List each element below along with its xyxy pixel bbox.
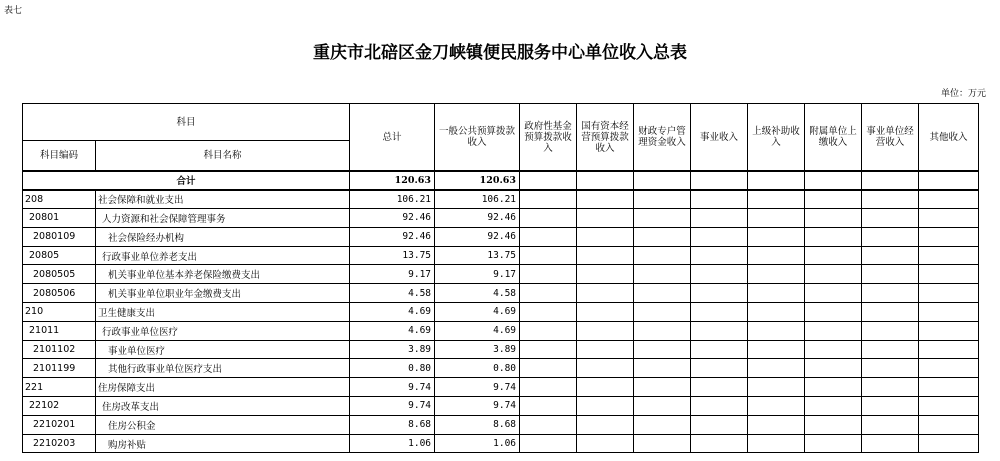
- row-total: 0.80: [350, 359, 435, 378]
- row-total: 106.21: [350, 190, 435, 209]
- row-name: 购房补贴: [96, 434, 350, 453]
- row-total: 8.68: [350, 415, 435, 434]
- row-general: 13.75: [435, 246, 520, 265]
- table-row: [23, 246, 979, 265]
- row-name: 人力资源和社会保障管理事务: [96, 209, 350, 228]
- row-name: 住房保障支出: [96, 378, 350, 397]
- row-code: 210: [23, 303, 96, 322]
- table-row: [23, 321, 979, 340]
- row-total: 13.75: [350, 246, 435, 265]
- row-code: 2210201: [23, 415, 96, 434]
- row-total: 9.74: [350, 397, 435, 416]
- row-general: 0.80: [435, 359, 520, 378]
- table-row: [23, 359, 979, 378]
- row-code: 2080505: [23, 265, 96, 284]
- row-total: 4.69: [350, 321, 435, 340]
- row-total: 9.17: [350, 265, 435, 284]
- table-row: [23, 397, 979, 416]
- header-gov-fund: 政府性基金预算拨款收入: [520, 104, 577, 172]
- header-other-income: 其他收入: [919, 104, 979, 172]
- row-name: 卫生健康支出: [96, 303, 350, 322]
- table-row: [23, 303, 979, 322]
- table-row: [23, 340, 979, 359]
- row-code: 20801: [23, 209, 96, 228]
- table-row: [23, 284, 979, 303]
- row-general: 9.74: [435, 378, 520, 397]
- table-row: [23, 434, 979, 453]
- row-code: 208: [23, 190, 96, 209]
- header-superior-subsidy: 上级补助收入: [748, 104, 805, 172]
- table-number-tag: 表七: [4, 6, 23, 16]
- table-row: [23, 415, 979, 434]
- header-total: 总计: [350, 104, 435, 172]
- row-name: 其他行政事业单位医疗支出: [96, 359, 350, 378]
- row-code: 20805: [23, 246, 96, 265]
- row-name: 社会保障和就业支出: [96, 190, 350, 209]
- row-name: 机关事业单位职业年金缴费支出: [96, 284, 350, 303]
- header-business-income: 事业收入: [691, 104, 748, 172]
- header-state-capital: 国有资本经营预算拨款收入: [577, 104, 634, 172]
- table-row: [23, 378, 979, 397]
- header-special-account: 财政专户管理资金收入: [634, 104, 691, 172]
- row-code: 2080109: [23, 227, 96, 246]
- table-row: [23, 190, 979, 209]
- header-operating-income: 事业单位经营收入: [862, 104, 919, 172]
- row-name: 社会保险经办机构: [96, 227, 350, 246]
- row-name: 机关事业单位基本养老保险缴费支出: [96, 265, 350, 284]
- row-code: 2080506: [23, 284, 96, 303]
- row-general: 106.21: [435, 190, 520, 209]
- row-general: 9.17: [435, 265, 520, 284]
- row-total: 9.74: [350, 378, 435, 397]
- unit-label: 单位：万元: [940, 89, 986, 99]
- row-name: 行政事业单位养老支出: [96, 246, 350, 265]
- row-code: 2101199: [23, 359, 96, 378]
- total-label: 合计: [23, 171, 350, 190]
- income-summary-table: [22, 103, 979, 453]
- row-total: 4.58: [350, 284, 435, 303]
- row-total: 92.46: [350, 227, 435, 246]
- total-row: [23, 171, 979, 190]
- row-code: 2210203: [23, 434, 96, 453]
- row-general: 4.69: [435, 303, 520, 322]
- row-code: 221: [23, 378, 96, 397]
- row-code: 2101102: [23, 340, 96, 359]
- row-general: 92.46: [435, 209, 520, 228]
- row-code: 22102: [23, 397, 96, 416]
- row-general: 92.46: [435, 227, 520, 246]
- total-value: 120.63: [350, 171, 435, 190]
- row-total: 1.06: [350, 434, 435, 453]
- row-total: 3.89: [350, 340, 435, 359]
- row-name: 住房公积金: [96, 415, 350, 434]
- row-name: 事业单位医疗: [96, 340, 350, 359]
- row-name: 住房改革支出: [96, 397, 350, 416]
- row-general: 9.74: [435, 397, 520, 416]
- row-general: 4.58: [435, 284, 520, 303]
- header-affiliate-income: 附属单位上缴收入: [805, 104, 862, 172]
- table-row: [23, 265, 979, 284]
- page-title: 重庆市北碚区金刀峡镇便民服务中心单位收入总表: [313, 43, 687, 63]
- row-general: 1.06: [435, 434, 520, 453]
- row-code: 21011: [23, 321, 96, 340]
- table-row: [23, 209, 979, 228]
- total-general-value: 120.63: [435, 171, 520, 190]
- row-general: 4.69: [435, 321, 520, 340]
- header-subject-code: 科目编码: [23, 141, 96, 172]
- row-general: 3.89: [435, 340, 520, 359]
- table-row: [23, 227, 979, 246]
- row-total: 4.69: [350, 303, 435, 322]
- header-subject: 科目: [23, 104, 350, 141]
- row-name: 行政事业单位医疗: [96, 321, 350, 340]
- header-subject-name: 科目名称: [96, 141, 350, 172]
- row-total: 92.46: [350, 209, 435, 228]
- header-general-budget: 一般公共预算拨款收入: [435, 104, 520, 172]
- row-general: 8.68: [435, 415, 520, 434]
